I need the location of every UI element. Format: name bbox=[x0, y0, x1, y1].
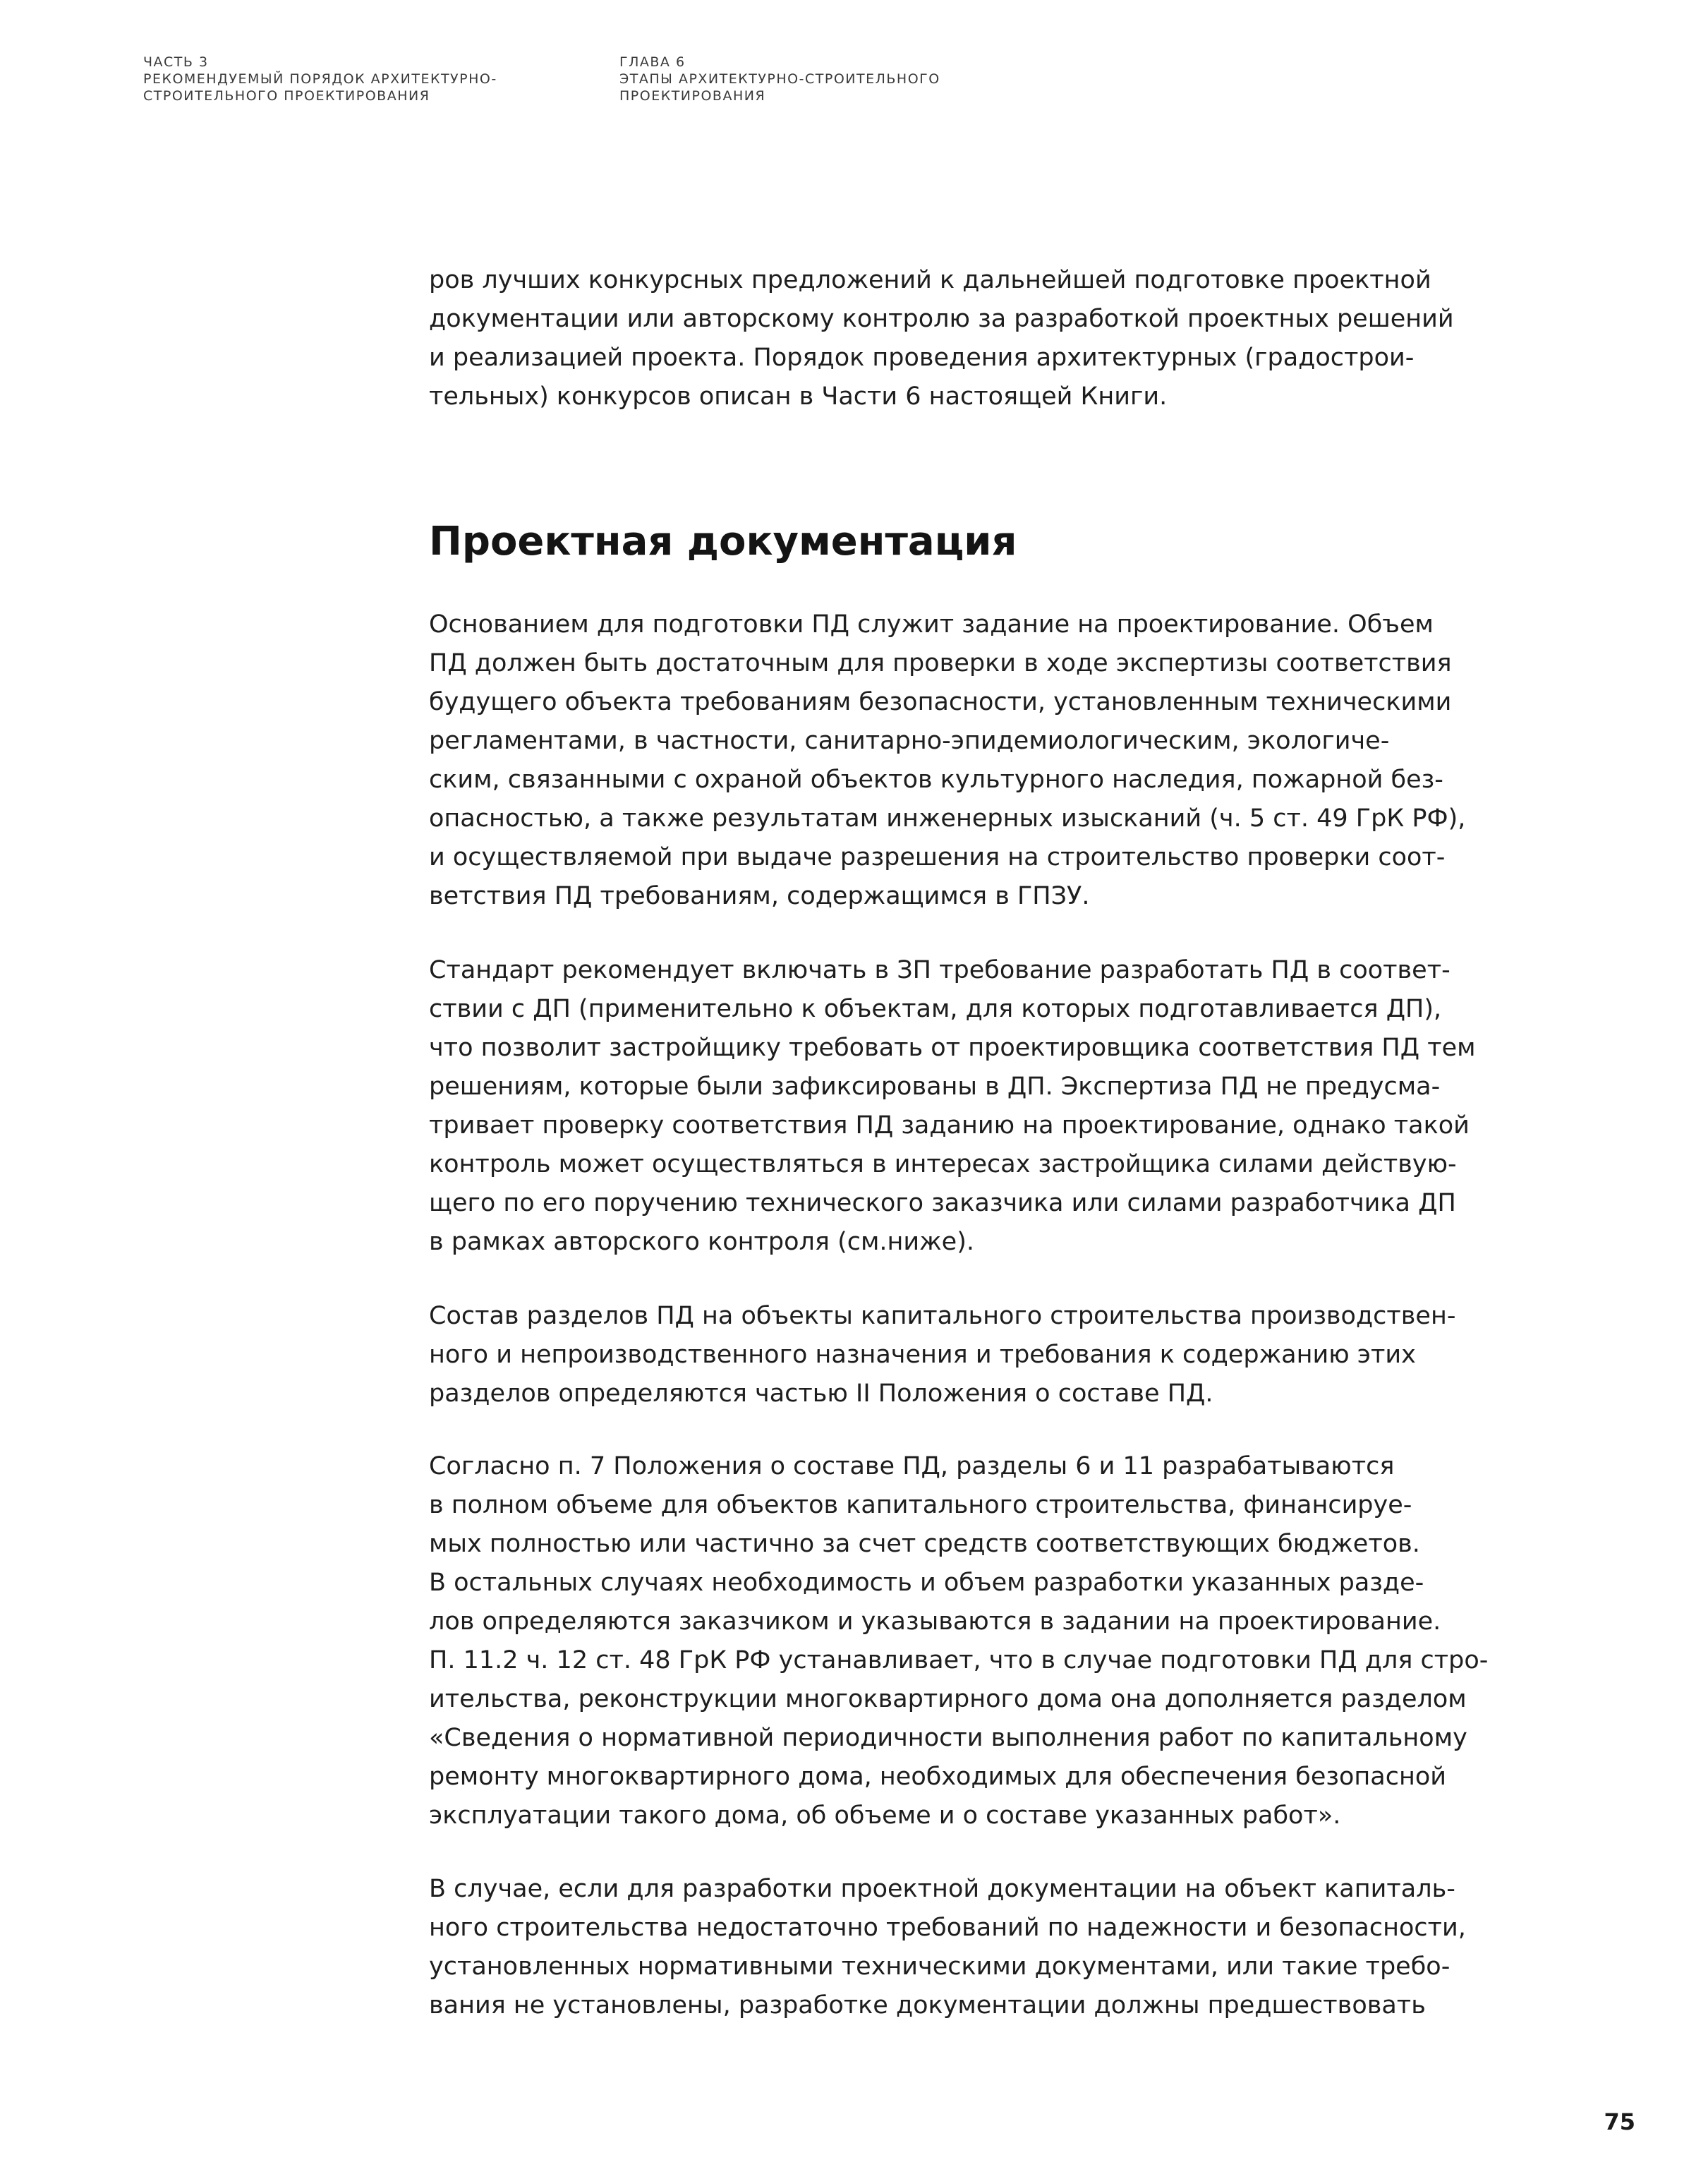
text-line: ного строительства недостаточно требований по надежности и безопасности, bbox=[429, 1914, 1466, 1942]
running-head-part bbox=[143, 54, 497, 104]
text-line: в полном объеме для объектов капитального строительства, финансируе- bbox=[429, 1491, 1412, 1519]
text-line: ствии с ДП (применительно к объектам, для которых подготавливается ДП), bbox=[429, 995, 1442, 1023]
text-line: щего по его поручению технического заказчика или силами разработчика ДП bbox=[429, 1189, 1456, 1217]
text-line: разделов определяются частью II Положения о составе ПД. bbox=[429, 1380, 1213, 1408]
page-number: 75 bbox=[1604, 2108, 1635, 2135]
text-line: установленных нормативными техническими документами, или такие требо- bbox=[429, 1952, 1450, 1981]
body-paragraph bbox=[429, 1297, 1586, 1413]
text-line: и осуществляемой при выдаче разрешения на строительство проверки соот- bbox=[429, 843, 1446, 871]
running-head-line: ПРОЕКТИРОВАНИЯ bbox=[619, 88, 766, 104]
running-head-chapter bbox=[619, 54, 940, 104]
text-line: «Сведения о нормативной периодичности выполнения работ по капитальному bbox=[429, 1724, 1467, 1752]
text-line: тельных) конкурсов описан в Части 6 настоящей Книги. bbox=[429, 382, 1168, 411]
text-line: ного и непроизводственного назначения и требования к содержанию этих bbox=[429, 1341, 1416, 1369]
text-line: ским, связанными с охраной объектов культурного наследия, пожарной без- bbox=[429, 766, 1443, 794]
text-line: лов определяются заказчиком и указываются в задании на проектирование. bbox=[429, 1607, 1441, 1636]
text-line: вания не установлены, разработке документации должны предшествовать bbox=[429, 1991, 1426, 2020]
running-head-line: ЧАСТЬ 3 bbox=[143, 54, 209, 70]
body-paragraph bbox=[429, 1870, 1586, 2025]
body-paragraph bbox=[429, 951, 1586, 1262]
text-line: Стандарт рекомендует включать в ЗП требование разработать ПД в соответ- bbox=[429, 956, 1450, 984]
running-head-line: ГЛАВА 6 bbox=[619, 54, 686, 70]
running-head-line: РЕКОМЕНДУЕМЫЙ ПОРЯДОК АРХИТЕКТУРНО- bbox=[143, 71, 497, 87]
text-line: и реализацией проекта. Порядок проведения архитектурных (градострои- bbox=[429, 344, 1415, 372]
text-line: документации или авторскому контролю за разработкой проектных решений bbox=[429, 305, 1454, 333]
text-line: Состав разделов ПД на объекты капитального строительства производствен- bbox=[429, 1302, 1456, 1330]
text-line: ветствия ПД требованиям, содержащимся в ГПЗУ. bbox=[429, 882, 1090, 910]
text-line: решениям, которые были зафиксированы в ДП. Экспертиза ПД не предусма- bbox=[429, 1073, 1441, 1101]
text-line: ров лучших конкурсных предложений к дальнейшей подготовке проектной bbox=[429, 266, 1431, 294]
text-line: что позволит застройщику требовать от проектировщика соответствия ПД тем bbox=[429, 1034, 1476, 1062]
text-line: мых полностью или частично за счет средств соответствующих бюджетов. bbox=[429, 1530, 1420, 1558]
text-line: ительства, реконструкции многоквартирного дома она дополняется разделом bbox=[429, 1685, 1467, 1713]
body-paragraph bbox=[429, 1447, 1586, 1835]
running-head-line: СТРОИТЕЛЬНОГО ПРОЕКТИРОВАНИЯ bbox=[143, 88, 430, 104]
text-line: эксплуатации такого дома, об объеме и о составе указанных работ». bbox=[429, 1801, 1341, 1830]
section-heading: Проектная документация bbox=[429, 519, 1017, 565]
text-line: В случае, если для разработки проектной документации на объект капиталь- bbox=[429, 1875, 1455, 1903]
text-line: контроль может осуществляться в интересах застройщика силами действую- bbox=[429, 1150, 1457, 1178]
text-line: тривает проверку соответствия ПД заданию на проектирование, однако такой bbox=[429, 1111, 1470, 1140]
text-line: П. 11.2 ч. 12 ст. 48 ГрК РФ устанавливает, что в случае подготовки ПД для стро- bbox=[429, 1646, 1489, 1674]
text-line: будущего объекта требованиям безопасности, установленным техническими bbox=[429, 688, 1452, 716]
text-line: регламентами, в частности, санитарно-эпидемиологическим, экологиче- bbox=[429, 727, 1390, 755]
text-line: ПД должен быть достаточным для проверки в ходе экспертизы соответствия bbox=[429, 649, 1452, 677]
text-line: Основанием для подготовки ПД служит задание на проектирование. Объем bbox=[429, 610, 1434, 639]
text-line: в рамках авторского контроля (см.ниже). bbox=[429, 1228, 974, 1256]
text-line: Согласно п. 7 Положения о составе ПД, разделы 6 и 11 разрабатываются bbox=[429, 1452, 1395, 1480]
running-head-line: ЭТАПЫ АРХИТЕКТУРНО-СТРОИТЕЛЬНОГО bbox=[619, 71, 940, 87]
intro-paragraph bbox=[429, 261, 1586, 416]
body-paragraph bbox=[429, 605, 1586, 916]
text-line: В остальных случаях необходимость и объем разработки указанных разде- bbox=[429, 1569, 1424, 1597]
text-line: ремонту многоквартирного дома, необходимых для обеспечения безопасной bbox=[429, 1763, 1446, 1791]
text-line: опасностью, а также результатам инженерных изысканий (ч. 5 ст. 49 ГрК РФ), bbox=[429, 804, 1466, 833]
